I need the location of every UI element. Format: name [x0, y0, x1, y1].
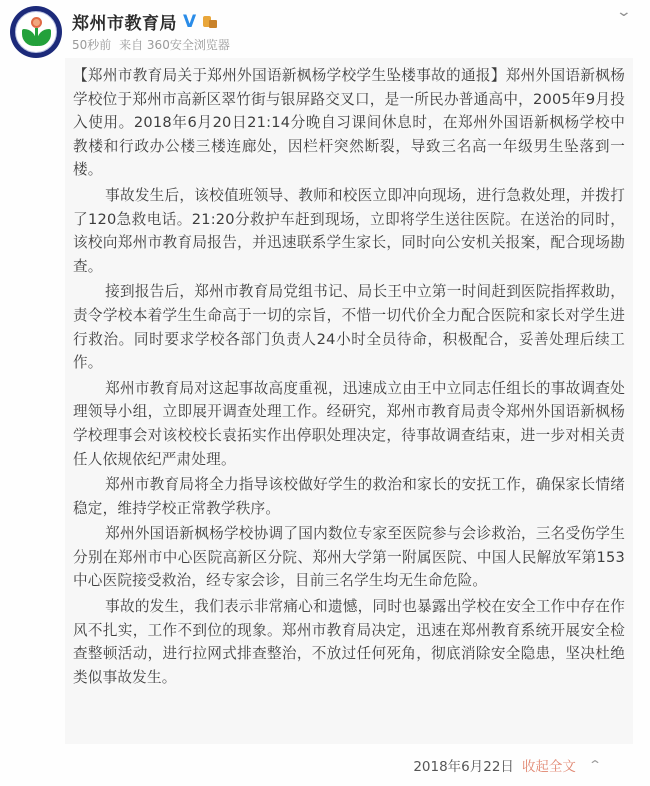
post-body: [65, 58, 633, 744]
post-footer: [413, 755, 603, 775]
member-badge-icon: [202, 14, 218, 29]
verified-icon: V: [183, 11, 197, 32]
post-time[interactable]: 50秒前: [72, 38, 112, 52]
chevron-up-icon[interactable]: ⌃: [587, 758, 603, 772]
post-paragraph: 事故发生后，该校值班领导、教师和校医立即冲向现场，进行急救处理，并拨打了120急救电话。21:20分救护车赶到现场，立即将学生送往医院。在送治的同时，该校向郑州市教育局报告，并迅速联系学生家长，同时向公安机关报案，配合现场勘查。: [73, 186, 625, 275]
post-paragraph-title: 【郑州市教育局关于郑州外国语新枫杨学校学生坠楼事故的通报】郑州外国语新枫杨学校位于郑州市高新区翠竹街与银屏路交叉口，是一所民办普通高中，2005年9月投入使用。2018年6月20日21:14分晚自习课间休息时，在郑州外国语新枫杨学校中教楼和行政办公楼三楼连廊处，因栏杆突然断裂，导致三名高一年级男生坠落到一楼。: [73, 67, 625, 179]
account-name[interactable]: 郑州市教育局: [72, 14, 177, 34]
post-paragraph: 郑州市教育局对这起事故高度重视，迅速成立由王中立同志任组长的事故调查处理领导小组，立即展开调查处理工作。经研究，郑州市教育局责令郑州外国语新枫杨学校理事会对该校校长袁拓实作出停职处理决定，待事故调查结束，进一步对相关责任人依规依纪严肃处理。: [73, 379, 625, 468]
chevron-down-icon[interactable]: ⌄: [615, 4, 633, 20]
education-bureau-logo-icon: [15, 11, 57, 53]
post-paragraph: 接到报告后，郑州市教育局党组书记、局长王中立第一时间赶到医院指挥救助，责令学校本着学生生命高于一切的宗旨，不惜一切代价全力配合医院和家长对学生进行救治。同时要求学校各部门负责人24小时全员待命，积极配合，妥善处理后续工作。: [73, 283, 625, 372]
post-date: 2018年6月22日: [413, 759, 514, 775]
post-paragraph: 事故的发生，我们表示非常痛心和遗憾，同时也暴露出学校在安全工作中存在作风不扎实，工作不到位的现象。郑州市教育局决定，迅速在郑州教育系统开展安全检查整顿活动，进行拉网式排查整治，不放过任何死角，彻底消除安全隐患，坚决杜绝类似事故发生。: [73, 598, 625, 686]
post-source: 来自 360安全浏览器: [119, 38, 230, 52]
post-paragraph: 郑州外国语新枫杨学校协调了国内数位专家至医院参与会诊救治，三名受伤学生分别在郑州市中心医院高新区分院、郑州大学第一附属医院、中国人民解放军第153中心医院接受救治，经专家会诊，目前三名学生均无生命危险。: [73, 525, 625, 590]
post-paragraph: 郑州市教育局将全力指导该校做好学生的救治和家长的安抚工作，确保家长情绪稳定，维持学校正常教学秩序。: [73, 476, 625, 517]
post-meta: [72, 36, 234, 53]
collapse-full-text-link[interactable]: 收起全文: [521, 759, 576, 775]
account-name-row: [72, 9, 218, 34]
avatar[interactable]: [10, 6, 62, 58]
